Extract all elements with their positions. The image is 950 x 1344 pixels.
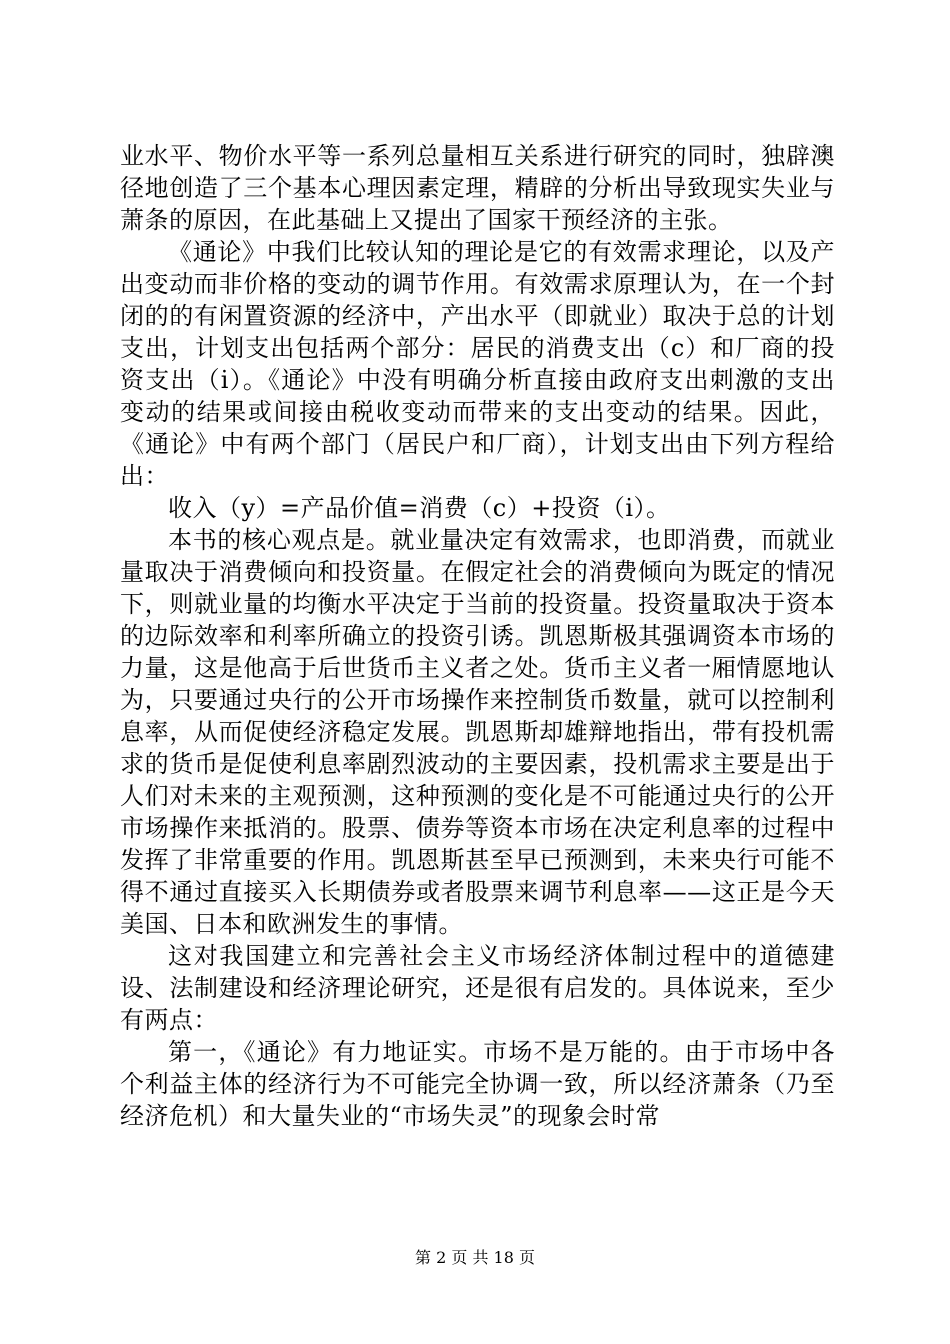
paragraph-continuation: 业水平、物价水平等一系列总量相互关系进行研究的同时，独辟澳径地创造了三个基本心理因素定理，精辟的分析出导致现实失业与萧条的原因，在此基础上又提出了国家干预经济的主张。 bbox=[120, 142, 835, 234]
paragraph-effective-demand: 《通论》中我们比较认知的理论是它的有效需求理论，以及产出变动而非价格的变动的调节作用。有效需求原理认为，在一个封闭的的有闲置资源的经济中，产出水平（即就业）取决于总的计划支出，计划支出包括两个部分：居民的消费支出（c）和厂商的投资支出（i）。《通论》中没有明确分析直接由政府支出刺激的支出变动的结果或间接由税收变动而带来的支出变动的结果。因此，《通论》中有两个部门（居民户和厂商），计划支出由下列方程给出： bbox=[120, 238, 835, 490]
page-footer: 第 2 页 共 18 页 bbox=[415, 1248, 535, 1267]
paragraph-equation: 收入（y）=产品价值=消费（c）+投资（i）。 bbox=[168, 494, 671, 522]
paragraph-core-view: 本书的核心观点是。就业量决定有效需求，也即消费，而就业量取决于消费倾向和投资量。在假定社会的消费倾向为既定的情况下，则就业量的均衡水平决定于当前的投资量。投资量取决于资本的边际效率和利率所确立的投资引诱。凯恩斯极其强调资本市场的力量，这是他高于后世货币主义者之处。货币主义者一厢情愿地认为，只要通过央行的公开市场操作来控制货币数量，就可以控制利息率，从而促使经济稳定发展。凯恩斯却雄辩地指出，带有投机需求的货币是促使利息率剧烈波动的主要因素，投机需求主要是出于人们对未来的主观预测，这种预测的变化是不可能通过央行的公开市场操作来抵消的。股票、债券等资本市场在决定利息率的过程中发挥了非常重要的作用。凯恩斯甚至早已预测到，未来央行可能不得不通过直接买入长期债券或者股票来调节利息率——这正是今天美国、日本和欧洲发生的事情。 bbox=[120, 526, 835, 938]
document-body bbox=[120, 140, 835, 1132]
paragraph-inspiration: 这对我国建立和完善社会主义市场经济体制过程中的道德建设、法制建设和经济理论研究，还是很有启发的。具体说来，至少有两点： bbox=[120, 942, 835, 1034]
paragraph-first-point: 第一，《通论》有力地证实。市场不是万能的。由于市场中各个利益主体的经济行为不可能完全协调一致，所以经济萧条（乃至经济危机）和大量失业的“市场失灵”的现象会时常 bbox=[120, 1038, 835, 1130]
